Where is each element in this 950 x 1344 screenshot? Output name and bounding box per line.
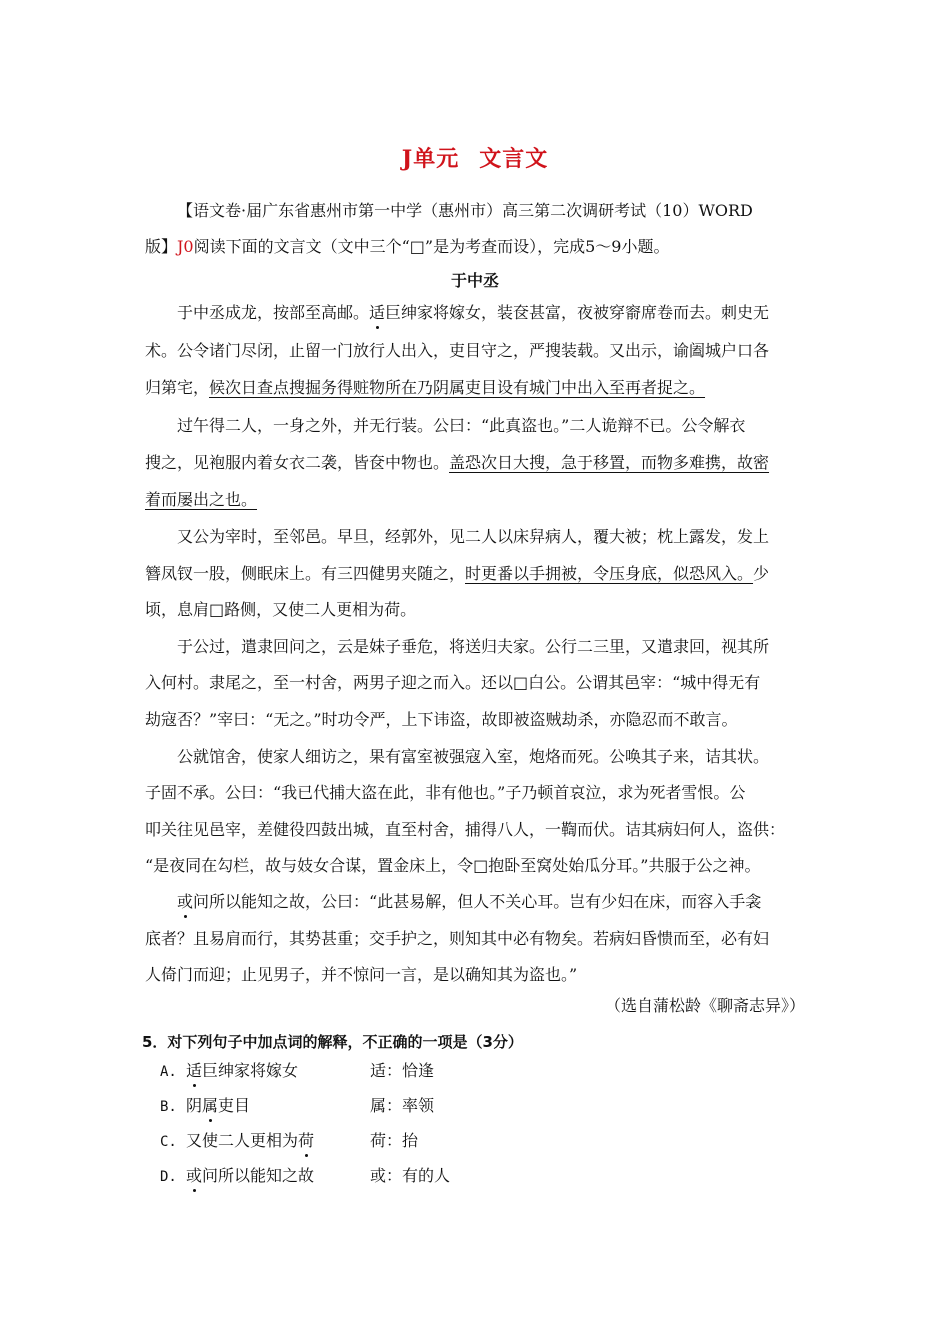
passage-line: 公就馆舍，使家人细访之，果有富室被强寇入室，炮烙而死。公唤其子来，诘其状。 <box>177 747 770 766</box>
title-unit: J单元 <box>401 146 460 172</box>
passage-line: 入何村。隶尾之，至一村舍，两男子迎之而入。还以□白公。公谓其邑宰：“城中得无有 <box>145 673 761 692</box>
passage-line: 或问所以能知之故，公曰：“此甚易解，但人不关心耳。岂有少妇在床，而容入手衾 <box>177 892 762 911</box>
passage-line: 劫寇否？”宰曰：“无之。”时功令严，上下讳盗，故即被盗贼劫杀，亦隐忍而不敢言。 <box>145 710 738 729</box>
source-line-2: 版】J0阅读下面的文言文（文中三个“□”是为考查而设），完成5～9小题。 <box>145 237 670 256</box>
option-a: A. 适巨绅家将嫁女 适：恰逢 <box>160 1061 435 1080</box>
category-tag: J0 <box>177 237 194 256</box>
passage-line: 人倚门而迎；止见男子，并不惊问一言，是以确知其为盗也。” <box>145 965 578 984</box>
passage-line: 于中丞成龙，按部至高邮。适巨绅家将嫁女，装奁甚富，夜被穿窬席卷而去。刺史无 <box>177 303 770 322</box>
passage-line <box>145 490 805 510</box>
passage-source: （选自蒲松龄《聊斋志异》） <box>604 996 805 1015</box>
passage-line: 于公过，遣隶回问之，云是妹子垂危，将送归夫家。公行二三里，又遣隶回，视其所 <box>177 637 770 656</box>
question-5-stem: 5．对下列句子中加点词的解释，不正确的一项是（3分） <box>142 1033 523 1051</box>
dotted-word: 或 <box>177 892 194 911</box>
dotted-word: 荷 <box>298 1131 315 1150</box>
dotted-word: 或 <box>186 1166 203 1185</box>
passage-line: 顷，息肩□路侧，又使二人更相为荷。 <box>145 600 417 619</box>
passage-line: 又公为宰时，至邻邑。早旦，经郭外，见二人以床舁病人，覆大被；枕上露发，发上 <box>177 527 770 546</box>
passage-line: 叩关往见邑宰，差健役四鼓出城，直至村舍，捕得八人，一鞫而伏。诘其病妇何人，盗供： <box>145 820 786 839</box>
passage-line: “是夜同在勾栏，故与妓女合谋，置金床上，令□抱卧至窝处始瓜分耳。”共服于公之神。 <box>145 856 761 875</box>
option-d-answer: 或：有的人 <box>370 1166 451 1185</box>
underlined-sentence: 盖恐次日大搜，急于移置，而物多难携，故密 <box>449 453 770 472</box>
dotted-word: 适 <box>186 1061 203 1080</box>
passage-line: 子固不承。公曰：“我已代捕大盗在此，非有他也。”子乃顿首哀泣，求为死者雪恨。公 <box>145 783 746 802</box>
underlined-sentence: 时更番以手拥被，令压身底，似恐风入。 <box>465 564 754 583</box>
passage-line: 过午得二人，一身之外，并无行装。公曰：“此真盗也。”二人诡辩不已。公令解衣 <box>177 416 746 435</box>
option-c-answer: 荷：抬 <box>370 1131 419 1150</box>
dotted-word: 适 <box>369 303 386 322</box>
dotted-word: 属 <box>202 1096 219 1115</box>
passage-line: 术。公令诸门尽闭，止留一门放行人出入，吏目守之，严搜装载。又出示，谕阖城户口各 <box>145 341 770 360</box>
underlined-sentence: 着而屡出之也。 <box>145 490 258 509</box>
underlined-sentence: 候次日查点搜掘务得赃物所在乃阴属吏目设有城门中出入至再者捉之。 <box>209 378 706 397</box>
passage-line: 归第宅，候次日查点搜掘务得赃物所在乃阴属吏目设有城门中出入至再者捉之。 <box>145 378 706 397</box>
page-title <box>0 142 950 173</box>
option-a-answer: 适：恰逢 <box>370 1061 435 1080</box>
option-c: C. 又使二人更相为荷 荷：抬 <box>160 1131 419 1150</box>
option-b-answer: 属：率领 <box>370 1096 435 1115</box>
passage-line: 簪凤钗一股，侧眠床上。有三四健男夹随之，时更番以手拥被，令压身底，似恐风入。少 <box>145 564 770 583</box>
option-b: B. 阴属吏目 属：率领 <box>160 1096 435 1115</box>
passage-line: 搜之，见袍服内着女衣二袭，皆奁中物也。盖恐次日大搜，急于移置，而物多难携，故密 <box>145 453 770 472</box>
passage-heading: 于中丞 <box>450 271 499 290</box>
option-d: D. 或问所以能知之故 或：有的人 <box>160 1166 451 1185</box>
source-line-1: 【语文卷·届广东省惠州市第一中学（惠州市）高三第二次调研考试（10）WORD <box>177 201 753 220</box>
passage-line: 底者？且易肩而行，其势甚重；交手护之，则知其中必有物矣。若病妇昏愦而至，必有妇 <box>145 929 770 948</box>
title-topic: 文言文 <box>479 146 549 172</box>
